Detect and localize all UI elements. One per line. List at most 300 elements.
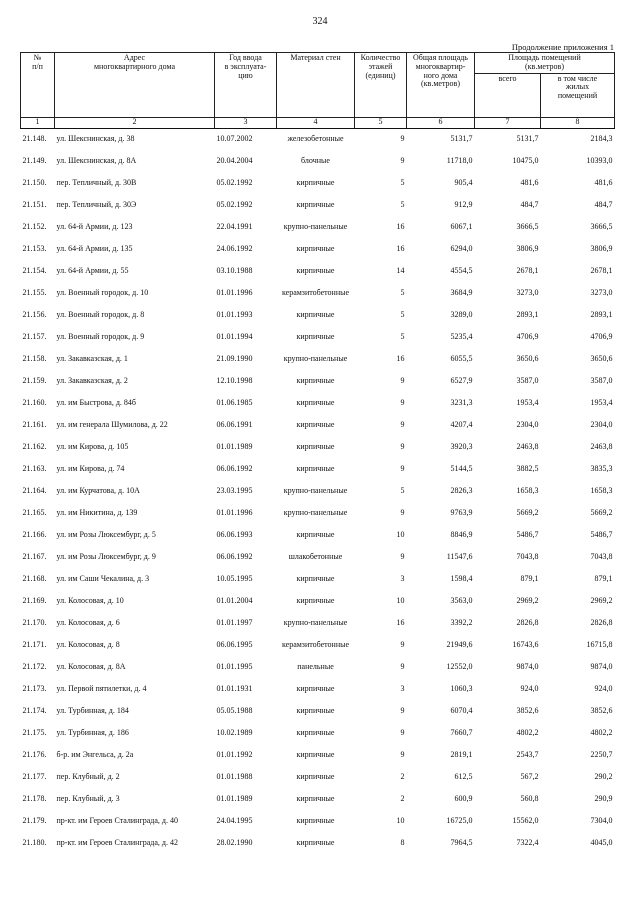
row-number: 21.159.: [22, 376, 47, 386]
table-row: [21, 591, 615, 613]
wall-material-cell: крупно-панельные: [283, 508, 348, 518]
commission-date-cell: 01.06.1985: [216, 398, 253, 408]
table-row: [21, 635, 615, 657]
commission-date-cell: 01.01.1996: [216, 288, 253, 298]
wall-material-cell: крупно-панельные: [283, 222, 348, 232]
living-area-cell: 290,9: [594, 794, 613, 804]
address-cell: ул. Шекснинская, д. 38: [56, 134, 135, 144]
wall-material-cell: панельные: [297, 662, 334, 672]
commission-date-cell: 06.06.1992: [216, 552, 253, 562]
premises-area-cell: 9874,0: [516, 662, 539, 672]
table-row: [21, 481, 615, 503]
commission-date-cell: 01.01.1988: [216, 772, 253, 782]
premises-area-cell: 15562,0: [512, 816, 539, 826]
premises-area-cell: 484,7: [520, 200, 539, 210]
floors-cell: 9: [400, 464, 405, 474]
apartment-buildings-table: [20, 52, 615, 855]
wall-material-cell: кирпичные: [296, 244, 335, 254]
address-cell: ул. им Курчатова, д. 10А: [56, 486, 140, 496]
premises-area-cell: 16743,6: [512, 640, 539, 650]
living-area-cell: 2250,7: [590, 750, 613, 760]
total-area-cell: 1598,4: [450, 574, 473, 584]
floors-cell: 9: [400, 376, 405, 386]
table-row: [21, 371, 615, 393]
premises-area-cell: 2678,1: [516, 266, 539, 276]
wall-material-cell: шлакобетонные: [288, 552, 343, 562]
floors-cell: 9: [400, 134, 405, 144]
total-area-cell: 905,4: [454, 178, 473, 188]
commission-date-cell: 23.03.1995: [216, 486, 253, 496]
living-area-cell: 2826,8: [590, 618, 613, 628]
table-row: [21, 415, 615, 437]
table-row: [21, 811, 615, 833]
commission-date-cell: 12.10.1998: [216, 376, 253, 386]
address-cell: ул. 64-й Армии, д. 123: [56, 222, 133, 232]
row-number: 21.152.: [22, 222, 47, 232]
address-cell: пр-кт. им Героев Сталинграда, д. 40: [56, 816, 178, 826]
table-row: [21, 151, 615, 173]
table-row: [21, 217, 615, 239]
floors-cell: 5: [400, 200, 405, 210]
commission-date-cell: 01.01.1989: [216, 794, 253, 804]
address-cell: пр-кт. им Героев Сталинграда, д. 42: [56, 838, 178, 848]
table-row: [21, 679, 615, 701]
commission-date-cell: 01.01.1993: [216, 310, 253, 320]
column-number: 4: [277, 117, 355, 128]
total-area-cell: 16725,0: [446, 816, 473, 826]
commission-date-cell: 05.05.1988: [216, 706, 253, 716]
premises-area-cell: 5486,7: [516, 530, 539, 540]
commission-date-cell: 06.06.1993: [216, 530, 253, 540]
wall-material-cell: кирпичные: [296, 728, 335, 738]
premises-area-cell: 3587,0: [516, 376, 539, 386]
wall-material-cell: крупно-панельные: [283, 354, 348, 364]
commission-date-cell: 10.07.2002: [216, 134, 253, 144]
floors-cell: 3: [400, 574, 405, 584]
premises-area-cell: 2893,1: [516, 310, 539, 320]
floors-cell: 9: [400, 156, 405, 166]
table-row: [21, 128, 615, 151]
table-row: [21, 195, 615, 217]
total-area-cell: 4207,4: [450, 420, 473, 430]
premises-area-cell: 2543,7: [516, 750, 539, 760]
address-cell: ул. им Розы Люксембург, д. 5: [56, 530, 156, 540]
premises-area-cell: 3882,5: [516, 464, 539, 474]
floors-cell: 9: [400, 420, 405, 430]
floors-cell: 16: [396, 618, 405, 628]
total-area-cell: 5131,7: [450, 134, 473, 144]
row-number: 21.158.: [22, 354, 47, 364]
premises-area-cell: 567,2: [520, 772, 539, 782]
premises-area-cell: 4802,2: [516, 728, 539, 738]
address-cell: ул. Закавказская, д. 2: [56, 376, 128, 386]
continuation-note: Продолжение приложения 1: [511, 42, 614, 52]
floors-cell: 5: [400, 332, 405, 342]
total-area-cell: 600,9: [454, 794, 473, 804]
address-cell: пер. Тепличный, д. 30В: [56, 178, 137, 188]
table-body: [21, 128, 615, 855]
living-area-cell: 3806,9: [590, 244, 613, 254]
header-total: всего: [475, 73, 541, 117]
table-row: [21, 239, 615, 261]
wall-material-cell: кирпичные: [296, 750, 335, 760]
row-number: 21.169.: [22, 596, 47, 606]
table-row: [21, 701, 615, 723]
wall-material-cell: кирпичные: [296, 376, 335, 386]
wall-material-cell: крупно-панельные: [283, 618, 348, 628]
premises-area-cell: 879,1: [520, 574, 539, 584]
address-cell: ул. Военный городок, д. 8: [56, 310, 145, 320]
row-number: 21.149.: [22, 156, 47, 166]
floors-cell: 5: [400, 310, 405, 320]
table-row: [21, 437, 615, 459]
total-area-cell: 9763,9: [450, 508, 473, 518]
wall-material-cell: керамзитобетонные: [281, 640, 350, 650]
wall-material-cell: кирпичные: [296, 596, 335, 606]
header-address: Адрес многоквартирного дома: [55, 53, 215, 118]
table-row: [21, 525, 615, 547]
wall-material-cell: кирпичные: [296, 398, 335, 408]
table-row: [21, 767, 615, 789]
row-number: 21.170.: [22, 618, 47, 628]
address-cell: пер. Клубный, д. 2: [56, 772, 120, 782]
living-area-cell: 2184,3: [590, 134, 613, 144]
column-number: 8: [541, 117, 615, 128]
table-row: [21, 349, 615, 371]
wall-material-cell: блочные: [301, 156, 330, 166]
total-area-cell: 21949,6: [446, 640, 473, 650]
table-row: [21, 657, 615, 679]
living-area-cell: 9874,0: [590, 662, 613, 672]
premises-area-cell: 5669,2: [516, 508, 539, 518]
premises-area-cell: 10475,0: [512, 156, 539, 166]
total-area-cell: 3684,9: [450, 288, 473, 298]
commission-date-cell: 01.01.1931: [216, 684, 253, 694]
total-area-cell: 912,9: [454, 200, 473, 210]
row-number: 21.160.: [22, 398, 47, 408]
wall-material-cell: кирпичные: [296, 266, 335, 276]
commission-date-cell: 01.01.1996: [216, 508, 253, 518]
row-number: 21.165.: [22, 508, 47, 518]
row-number: 21.168.: [22, 574, 47, 584]
living-area-cell: 5669,2: [590, 508, 613, 518]
total-area-cell: 7964,5: [450, 838, 473, 848]
total-area-cell: 3231,3: [450, 398, 473, 408]
wall-material-cell: кирпичные: [296, 574, 335, 584]
row-number: 21.153.: [22, 244, 47, 254]
commission-date-cell: 05.02.1992: [216, 178, 253, 188]
total-area-cell: 3563,0: [450, 596, 473, 606]
premises-area-cell: 2463,8: [516, 442, 539, 452]
table-row: [21, 833, 615, 855]
row-number: 21.155.: [22, 288, 47, 298]
commission-date-cell: 01.01.1989: [216, 442, 253, 452]
table-row: [21, 613, 615, 635]
address-cell: ул. Колосовая, д. 6: [56, 618, 120, 628]
premises-area-cell: 1953,4: [516, 398, 539, 408]
commission-date-cell: 06.06.1991: [216, 420, 253, 430]
total-area-cell: 6527,9: [450, 376, 473, 386]
commission-date-cell: 06.06.1992: [216, 464, 253, 474]
living-area-cell: 290,2: [594, 772, 613, 782]
floors-cell: 10: [396, 596, 405, 606]
address-cell: ул. им Кирова, д. 74: [56, 464, 125, 474]
living-area-cell: 2463,8: [590, 442, 613, 452]
living-area-cell: 10393,0: [586, 156, 613, 166]
wall-material-cell: кирпичные: [296, 684, 335, 694]
premises-area-cell: 3650,6: [516, 354, 539, 364]
commission-date-cell: 24.06.1992: [216, 244, 253, 254]
floors-cell: 10: [396, 530, 405, 540]
wall-material-cell: кирпичные: [296, 178, 335, 188]
living-area-cell: 924,0: [594, 684, 613, 694]
total-area-cell: 3920,3: [450, 442, 473, 452]
column-number: 6: [407, 117, 475, 128]
table-row: [21, 789, 615, 811]
wall-material-cell: кирпичные: [296, 420, 335, 430]
wall-material-cell: керамзитобетонные: [281, 288, 350, 298]
header-premises: Площадь помещений (кв.метров): [475, 53, 615, 74]
table-row: [21, 305, 615, 327]
living-area-cell: 7043,8: [590, 552, 613, 562]
living-area-cell: 481,6: [594, 178, 613, 188]
row-number: 21.151.: [22, 200, 47, 210]
total-area-cell: 6055,5: [450, 354, 473, 364]
row-number: 21.172.: [22, 662, 47, 672]
living-area-cell: 4706,9: [590, 332, 613, 342]
premises-area-cell: 1658,3: [516, 486, 539, 496]
address-cell: ул. Шекснинская, д. 8А: [56, 156, 137, 166]
row-number: 21.156.: [22, 310, 47, 320]
commission-date-cell: 10.05.1995: [216, 574, 253, 584]
commission-date-cell: 05.02.1992: [216, 200, 253, 210]
floors-cell: 5: [400, 178, 405, 188]
living-area-cell: 4802,2: [590, 728, 613, 738]
floors-cell: 9: [400, 398, 405, 408]
wall-material-cell: кирпичные: [296, 838, 335, 848]
wall-material-cell: кирпичные: [296, 332, 335, 342]
table-row: [21, 459, 615, 481]
total-area-cell: 6070,4: [450, 706, 473, 716]
total-area-cell: 2819,1: [450, 750, 473, 760]
wall-material-cell: крупно-панельные: [283, 486, 348, 496]
address-cell: ул. им генерала Шумилова, д. 22: [56, 420, 168, 430]
floors-cell: 2: [400, 772, 405, 782]
row-number: 21.173.: [22, 684, 47, 694]
table-row: [21, 745, 615, 767]
address-cell: ул. им Саши Чекалина, д. 3: [56, 574, 150, 584]
row-number: 21.150.: [22, 178, 47, 188]
wall-material-cell: кирпичные: [296, 706, 335, 716]
commission-date-cell: 20.04.2004: [216, 156, 253, 166]
premises-area-cell: 3273,0: [516, 288, 539, 298]
floors-cell: 14: [396, 266, 405, 276]
living-area-cell: 2893,1: [590, 310, 613, 320]
column-number: 3: [215, 117, 277, 128]
row-number: 21.179.: [22, 816, 47, 826]
row-number: 21.164.: [22, 486, 47, 496]
floors-cell: 2: [400, 794, 405, 804]
address-cell: пер. Тепличный, д. 30Э: [56, 200, 137, 210]
row-number: 21.162.: [22, 442, 47, 452]
living-area-cell: 3650,6: [590, 354, 613, 364]
address-cell: ул. Военный городок, д. 10: [56, 288, 149, 298]
total-area-cell: 6067,1: [450, 222, 473, 232]
total-area-cell: 11547,6: [446, 552, 473, 562]
floors-cell: 9: [400, 508, 405, 518]
row-number: 21.174.: [22, 706, 47, 716]
row-number: 21.148.: [22, 134, 47, 144]
premises-area-cell: 481,6: [520, 178, 539, 188]
commission-date-cell: 24.04.1995: [216, 816, 253, 826]
floors-cell: 9: [400, 662, 405, 672]
row-number: 21.177.: [22, 772, 47, 782]
floors-cell: 8: [400, 838, 405, 848]
total-area-cell: 5235,4: [450, 332, 473, 342]
commission-date-cell: 21.09.1990: [216, 354, 253, 364]
living-area-cell: 484,7: [594, 200, 613, 210]
wall-material-cell: кирпичные: [296, 816, 335, 826]
total-area-cell: 3289,0: [450, 310, 473, 320]
total-area-cell: 6294,0: [450, 244, 473, 254]
row-number: 21.166.: [22, 530, 47, 540]
premises-area-cell: 5131,7: [516, 134, 539, 144]
living-area-cell: 2678,1: [590, 266, 613, 276]
wall-material-cell: кирпичные: [296, 442, 335, 452]
row-number: 21.171.: [22, 640, 47, 650]
commission-date-cell: 28.02.1990: [216, 838, 253, 848]
address-cell: ул. Колосовая, д. 8: [56, 640, 120, 650]
header-num: № п/п: [21, 53, 55, 118]
header-year: Год ввода в эксплуата- цию: [215, 53, 277, 118]
living-area-cell: 3835,3: [590, 464, 613, 474]
premises-area-cell: 560,8: [520, 794, 539, 804]
wall-material-cell: железобетонные: [287, 134, 344, 144]
wall-material-cell: кирпичные: [296, 200, 335, 210]
row-number: 21.157.: [22, 332, 47, 342]
floors-cell: 9: [400, 706, 405, 716]
address-cell: ул. Турбинная, д. 184: [56, 706, 129, 716]
address-cell: ул. Колосовая, д. 10: [56, 596, 124, 606]
living-area-cell: 3273,0: [590, 288, 613, 298]
wall-material-cell: кирпичные: [296, 310, 335, 320]
address-cell: ул. Закавказская, д. 1: [56, 354, 128, 364]
floors-cell: 5: [400, 486, 405, 496]
table-row: [21, 173, 615, 195]
header-living: в том числе жилых помещений: [541, 73, 615, 117]
commission-date-cell: 01.01.2004: [216, 596, 253, 606]
premises-area-cell: 2304,0: [516, 420, 539, 430]
premises-area-cell: 2826,8: [516, 618, 539, 628]
commission-date-cell: 22.04.1991: [216, 222, 253, 232]
floors-cell: 5: [400, 288, 405, 298]
floors-cell: 9: [400, 750, 405, 760]
column-number: 5: [355, 117, 407, 128]
premises-area-cell: 7322,4: [516, 838, 539, 848]
row-number: 21.176.: [22, 750, 47, 760]
living-area-cell: 1953,4: [590, 398, 613, 408]
row-number: 21.175.: [22, 728, 47, 738]
living-area-cell: 5486,7: [590, 530, 613, 540]
premises-area-cell: 3852,6: [516, 706, 539, 716]
address-cell: ул. им Никитина, д. 139: [56, 508, 138, 518]
table-row: [21, 261, 615, 283]
commission-date-cell: 01.01.1994: [216, 332, 253, 342]
floors-cell: 16: [396, 244, 405, 254]
floors-cell: 16: [396, 222, 405, 232]
address-cell: ул. 64-й Армии, д. 135: [56, 244, 133, 254]
address-cell: ул. Первой пятилетки, д. 4: [56, 684, 147, 694]
living-area-cell: 7304,0: [590, 816, 613, 826]
total-area-cell: 7660,7: [450, 728, 473, 738]
living-area-cell: 3852,6: [590, 706, 613, 716]
address-cell: ул. 64-й Армии, д. 55: [56, 266, 129, 276]
living-area-cell: 2304,0: [590, 420, 613, 430]
table-row: [21, 569, 615, 591]
total-area-cell: 5144,5: [450, 464, 473, 474]
row-number: 21.154.: [22, 266, 47, 276]
column-number-row: [21, 117, 615, 128]
page-number: 324: [312, 16, 328, 27]
commission-date-cell: 01.01.1997: [216, 618, 253, 628]
total-area-cell: 8846,9: [450, 530, 473, 540]
living-area-cell: 4045,0: [590, 838, 613, 848]
row-number: 21.178.: [22, 794, 47, 804]
living-area-cell: 3587,0: [590, 376, 613, 386]
living-area-cell: 879,1: [594, 574, 613, 584]
floors-cell: 9: [400, 640, 405, 650]
total-area-cell: 2826,3: [450, 486, 473, 496]
premises-area-cell: 2969,2: [516, 596, 539, 606]
commission-date-cell: 10.02.1989: [216, 728, 253, 738]
address-cell: ул. Колосовая, д. 8А: [56, 662, 126, 672]
total-area-cell: 4554,5: [450, 266, 473, 276]
floors-cell: 9: [400, 728, 405, 738]
total-area-cell: 11718,0: [446, 156, 473, 166]
wall-material-cell: кирпичные: [296, 464, 335, 474]
table-row: [21, 547, 615, 569]
address-cell: пер. Клубный, д. 3: [56, 794, 120, 804]
column-number: 7: [475, 117, 541, 128]
premises-area-cell: 3666,5: [516, 222, 539, 232]
floors-cell: 10: [396, 816, 405, 826]
address-cell: ул. им Кирова, д. 105: [56, 442, 129, 452]
premises-area-cell: 4706,9: [516, 332, 539, 342]
living-area-cell: 3666,5: [590, 222, 613, 232]
premises-area-cell: 3806,9: [516, 244, 539, 254]
header-floors: Количество этажей (единиц): [355, 53, 407, 118]
row-number: 21.161.: [22, 420, 47, 430]
table-row: [21, 327, 615, 349]
premises-area-cell: 924,0: [520, 684, 539, 694]
column-number: 2: [55, 117, 215, 128]
floors-cell: 16: [396, 354, 405, 364]
row-number: 21.180.: [22, 838, 47, 848]
table-row: [21, 283, 615, 305]
living-area-cell: 1658,3: [590, 486, 613, 496]
column-number: 1: [21, 117, 55, 128]
address-cell: ул. им Розы Люксембург, д. 9: [56, 552, 156, 562]
floors-cell: 9: [400, 552, 405, 562]
address-cell: б-р. им Энгельса, д. 2а: [56, 750, 134, 760]
total-area-cell: 612,5: [454, 772, 473, 782]
address-cell: ул. Военный городок, д. 9: [56, 332, 145, 342]
row-number: 21.167.: [22, 552, 47, 562]
header-area: Общая площадь многоквартир- ного дома (кв.метров): [407, 53, 475, 118]
total-area-cell: 3392,2: [450, 618, 473, 628]
commission-date-cell: 06.06.1995: [216, 640, 253, 650]
commission-date-cell: 03.10.1988: [216, 266, 253, 276]
